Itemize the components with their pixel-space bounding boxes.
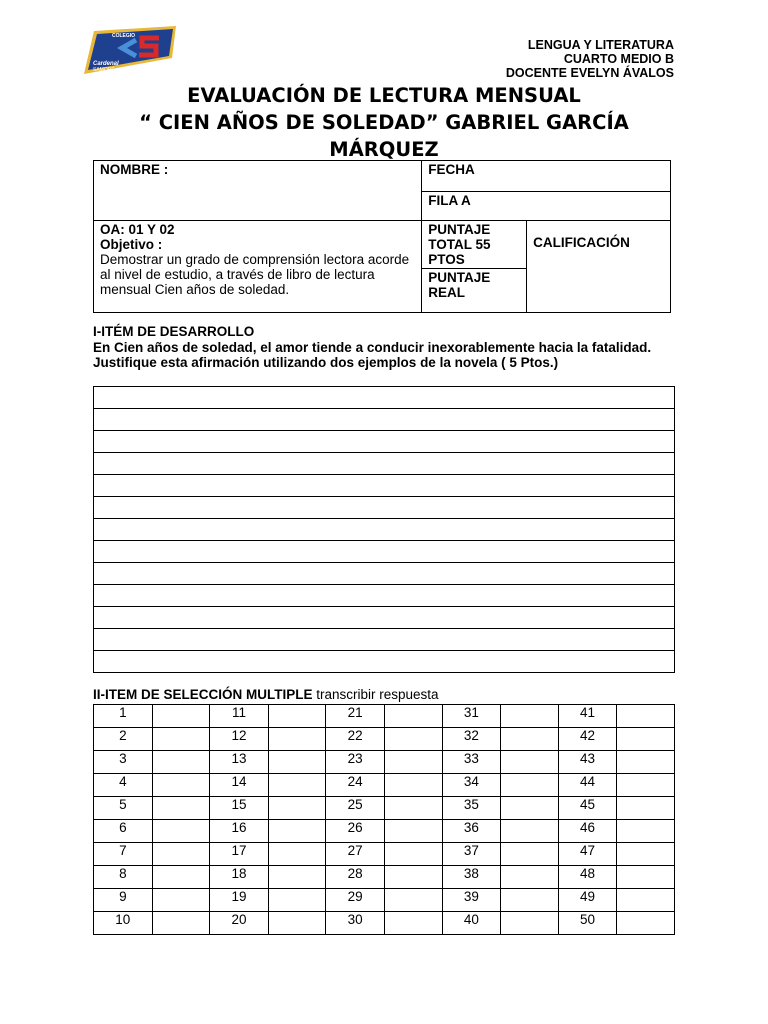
- answer-cell[interactable]: [152, 912, 210, 935]
- question-number: 36: [442, 820, 501, 843]
- question-number: 26: [326, 820, 385, 843]
- question-number: 45: [558, 797, 617, 820]
- question-number: 10: [94, 912, 153, 935]
- subject-label: LENGUA Y LITERATURA: [527, 38, 674, 52]
- oa-label: OA: 01 Y 02: [100, 222, 175, 237]
- question-number: 4: [94, 774, 153, 797]
- question-number: 17: [210, 843, 269, 866]
- student-info-table: [93, 160, 671, 313]
- question-number: 15: [210, 797, 269, 820]
- answer-line[interactable]: [94, 629, 675, 651]
- question-number: 41: [558, 705, 617, 728]
- question-number: 49: [558, 889, 617, 912]
- question-number: 16: [210, 820, 269, 843]
- answer-cell[interactable]: [268, 820, 326, 843]
- header-info: [506, 38, 674, 80]
- date-field[interactable]: FECHA: [422, 161, 671, 192]
- answer-cell[interactable]: [617, 797, 675, 820]
- question-number: 27: [326, 843, 385, 866]
- total-score-label: PUNTAJE TOTAL 55 PTOS: [422, 221, 527, 269]
- answer-cell[interactable]: [152, 820, 210, 843]
- answer-cell[interactable]: [268, 751, 326, 774]
- grid-row: [94, 843, 675, 866]
- answer-line[interactable]: [94, 453, 675, 475]
- answer-cell[interactable]: [617, 728, 675, 751]
- question-number: 37: [442, 843, 501, 866]
- question-number: 8: [94, 866, 153, 889]
- answer-cell[interactable]: [384, 912, 442, 935]
- grid-row: [94, 912, 675, 935]
- question-number: 34: [442, 774, 501, 797]
- answer-cell[interactable]: [268, 912, 326, 935]
- answer-line[interactable]: [94, 651, 675, 673]
- answer-line[interactable]: [94, 387, 675, 409]
- grid-row: [94, 866, 675, 889]
- question-number: 2: [94, 728, 153, 751]
- question-number: 24: [326, 774, 385, 797]
- row-label: FILA A: [422, 192, 671, 221]
- title-line-2: “ CIEN AÑOS DE SOLEDAD” GABRIEL GARCÍA: [139, 111, 629, 134]
- answer-line[interactable]: [94, 607, 675, 629]
- question-number: 28: [326, 866, 385, 889]
- question-number: 6: [94, 820, 153, 843]
- answer-cell[interactable]: [501, 751, 559, 774]
- question-number: 11: [210, 705, 269, 728]
- section-2-instruction: transcribir respuesta: [312, 687, 439, 702]
- svg-text:SAMORÉ: SAMORÉ: [93, 67, 115, 73]
- section-1: [93, 324, 683, 371]
- question-number: 30: [326, 912, 385, 935]
- answer-cell[interactable]: [501, 705, 559, 728]
- answer-grid: [93, 704, 675, 935]
- question-number: 32: [442, 728, 501, 751]
- answer-cell[interactable]: [501, 728, 559, 751]
- answer-cell[interactable]: [268, 797, 326, 820]
- answer-cell[interactable]: [617, 843, 675, 866]
- answer-cell[interactable]: [268, 843, 326, 866]
- grid-row: [94, 751, 675, 774]
- answer-cell[interactable]: [268, 774, 326, 797]
- question-number: 13: [210, 751, 269, 774]
- answer-cell[interactable]: [501, 774, 559, 797]
- answer-cell[interactable]: [501, 797, 559, 820]
- answer-cell[interactable]: [152, 889, 210, 912]
- title-line-1: EVALUACIÓN DE LECTURA MENSUAL: [187, 84, 581, 107]
- answer-cell[interactable]: [268, 728, 326, 751]
- answer-cell[interactable]: [152, 774, 210, 797]
- answer-cell[interactable]: [501, 820, 559, 843]
- answer-cell[interactable]: [384, 705, 442, 728]
- objective-label: Objetivo :: [100, 237, 163, 252]
- answer-cell[interactable]: [152, 728, 210, 751]
- answer-cell[interactable]: [384, 889, 442, 912]
- question-number: 23: [326, 751, 385, 774]
- answer-cell[interactable]: [384, 843, 442, 866]
- svg-text:Cardenal: Cardenal: [93, 61, 119, 67]
- answer-cell[interactable]: [152, 843, 210, 866]
- question-number: 40: [442, 912, 501, 935]
- answer-cell[interactable]: [152, 705, 210, 728]
- answer-cell[interactable]: [617, 912, 675, 935]
- answer-cell[interactable]: [384, 797, 442, 820]
- page-title: [94, 82, 674, 163]
- question-number: 25: [326, 797, 385, 820]
- answer-line[interactable]: [94, 519, 675, 541]
- answer-cell[interactable]: [617, 774, 675, 797]
- question-number: 18: [210, 866, 269, 889]
- question-number: 39: [442, 889, 501, 912]
- answer-line[interactable]: [94, 585, 675, 607]
- answer-cell[interactable]: [384, 866, 442, 889]
- grade-field[interactable]: CALIFICACIÓN: [527, 221, 671, 313]
- question-number: 31: [442, 705, 501, 728]
- question-number: 43: [558, 751, 617, 774]
- real-score-field[interactable]: PUNTAJE REAL: [422, 269, 527, 313]
- objective-text: Demostrar un grado de comprensión lectora acorde al nivel de estudio, a través de libro de lectura mensual Cien años de soledad.: [100, 252, 410, 297]
- answer-line[interactable]: [94, 475, 675, 497]
- grid-row: [94, 797, 675, 820]
- question-number: 35: [442, 797, 501, 820]
- grid-row: [94, 705, 675, 728]
- question-number: 14: [210, 774, 269, 797]
- question-number: 42: [558, 728, 617, 751]
- name-field[interactable]: NOMBRE :: [94, 161, 422, 221]
- school-logo: [84, 26, 176, 76]
- section-1-heading: I-ITÉM DE DESARROLLO: [93, 324, 255, 339]
- question-number: 20: [210, 912, 269, 935]
- answer-cell[interactable]: [268, 866, 326, 889]
- answer-cell[interactable]: [152, 866, 210, 889]
- question-number: 3: [94, 751, 153, 774]
- question-number: 29: [326, 889, 385, 912]
- answer-cell[interactable]: [152, 797, 210, 820]
- answer-cell[interactable]: [384, 728, 442, 751]
- answer-cell[interactable]: [617, 866, 675, 889]
- answer-cell[interactable]: [501, 912, 559, 935]
- answer-line[interactable]: [94, 541, 675, 563]
- answer-cell[interactable]: [617, 889, 675, 912]
- answer-cell[interactable]: [268, 889, 326, 912]
- answer-cell[interactable]: [617, 751, 675, 774]
- title-line-3: MÁRQUEZ: [329, 138, 439, 161]
- answer-cell[interactable]: [501, 843, 559, 866]
- question-number: 19: [210, 889, 269, 912]
- question-number: 22: [326, 728, 385, 751]
- grid-row: [94, 728, 675, 751]
- answer-cell[interactable]: [152, 751, 210, 774]
- question-number: 21: [326, 705, 385, 728]
- question-number: 44: [558, 774, 617, 797]
- answer-cell[interactable]: [384, 774, 442, 797]
- question-number: 7: [94, 843, 153, 866]
- grid-row: [94, 820, 675, 843]
- question-number: 48: [558, 866, 617, 889]
- answer-line[interactable]: [94, 563, 675, 585]
- course-label: CUARTO MEDIO B: [563, 52, 674, 66]
- question-number: 12: [210, 728, 269, 751]
- answer-cell[interactable]: [501, 866, 559, 889]
- answer-line[interactable]: [94, 497, 675, 519]
- answer-line[interactable]: [94, 431, 675, 453]
- answer-line[interactable]: [94, 409, 675, 431]
- question-number: 46: [558, 820, 617, 843]
- question-number: 5: [94, 797, 153, 820]
- answer-cell[interactable]: [384, 751, 442, 774]
- section-1-question: En Cien años de soledad, el amor tiende a conducir inexorablemente hacia la fatalidad. Justifique esta afirmación utilizando dos ejemplos de la novela ( 5 Ptos.): [93, 339, 652, 370]
- question-number: 47: [558, 843, 617, 866]
- answer-cell[interactable]: [617, 820, 675, 843]
- question-number: 38: [442, 866, 501, 889]
- objective-cell: [94, 221, 422, 313]
- answer-cell[interactable]: [501, 889, 559, 912]
- question-number: 33: [442, 751, 501, 774]
- section-2-heading: II-ITEM DE SELECCIÓN MULTIPLE: [93, 687, 313, 702]
- grid-row: [94, 774, 675, 797]
- question-number: 1: [94, 705, 153, 728]
- answer-cell[interactable]: [268, 705, 326, 728]
- question-number: 50: [558, 912, 617, 935]
- teacher-label: DOCENTE EVELYN ÁVALOS: [505, 66, 674, 80]
- answer-cell[interactable]: [384, 820, 442, 843]
- answer-cell[interactable]: [617, 705, 675, 728]
- section-2-heading-row: [93, 687, 439, 702]
- question-number: 9: [94, 889, 153, 912]
- grid-row: [94, 889, 675, 912]
- svg-text:COLEGIO: COLEGIO: [112, 33, 136, 39]
- answer-lines[interactable]: [93, 386, 675, 673]
